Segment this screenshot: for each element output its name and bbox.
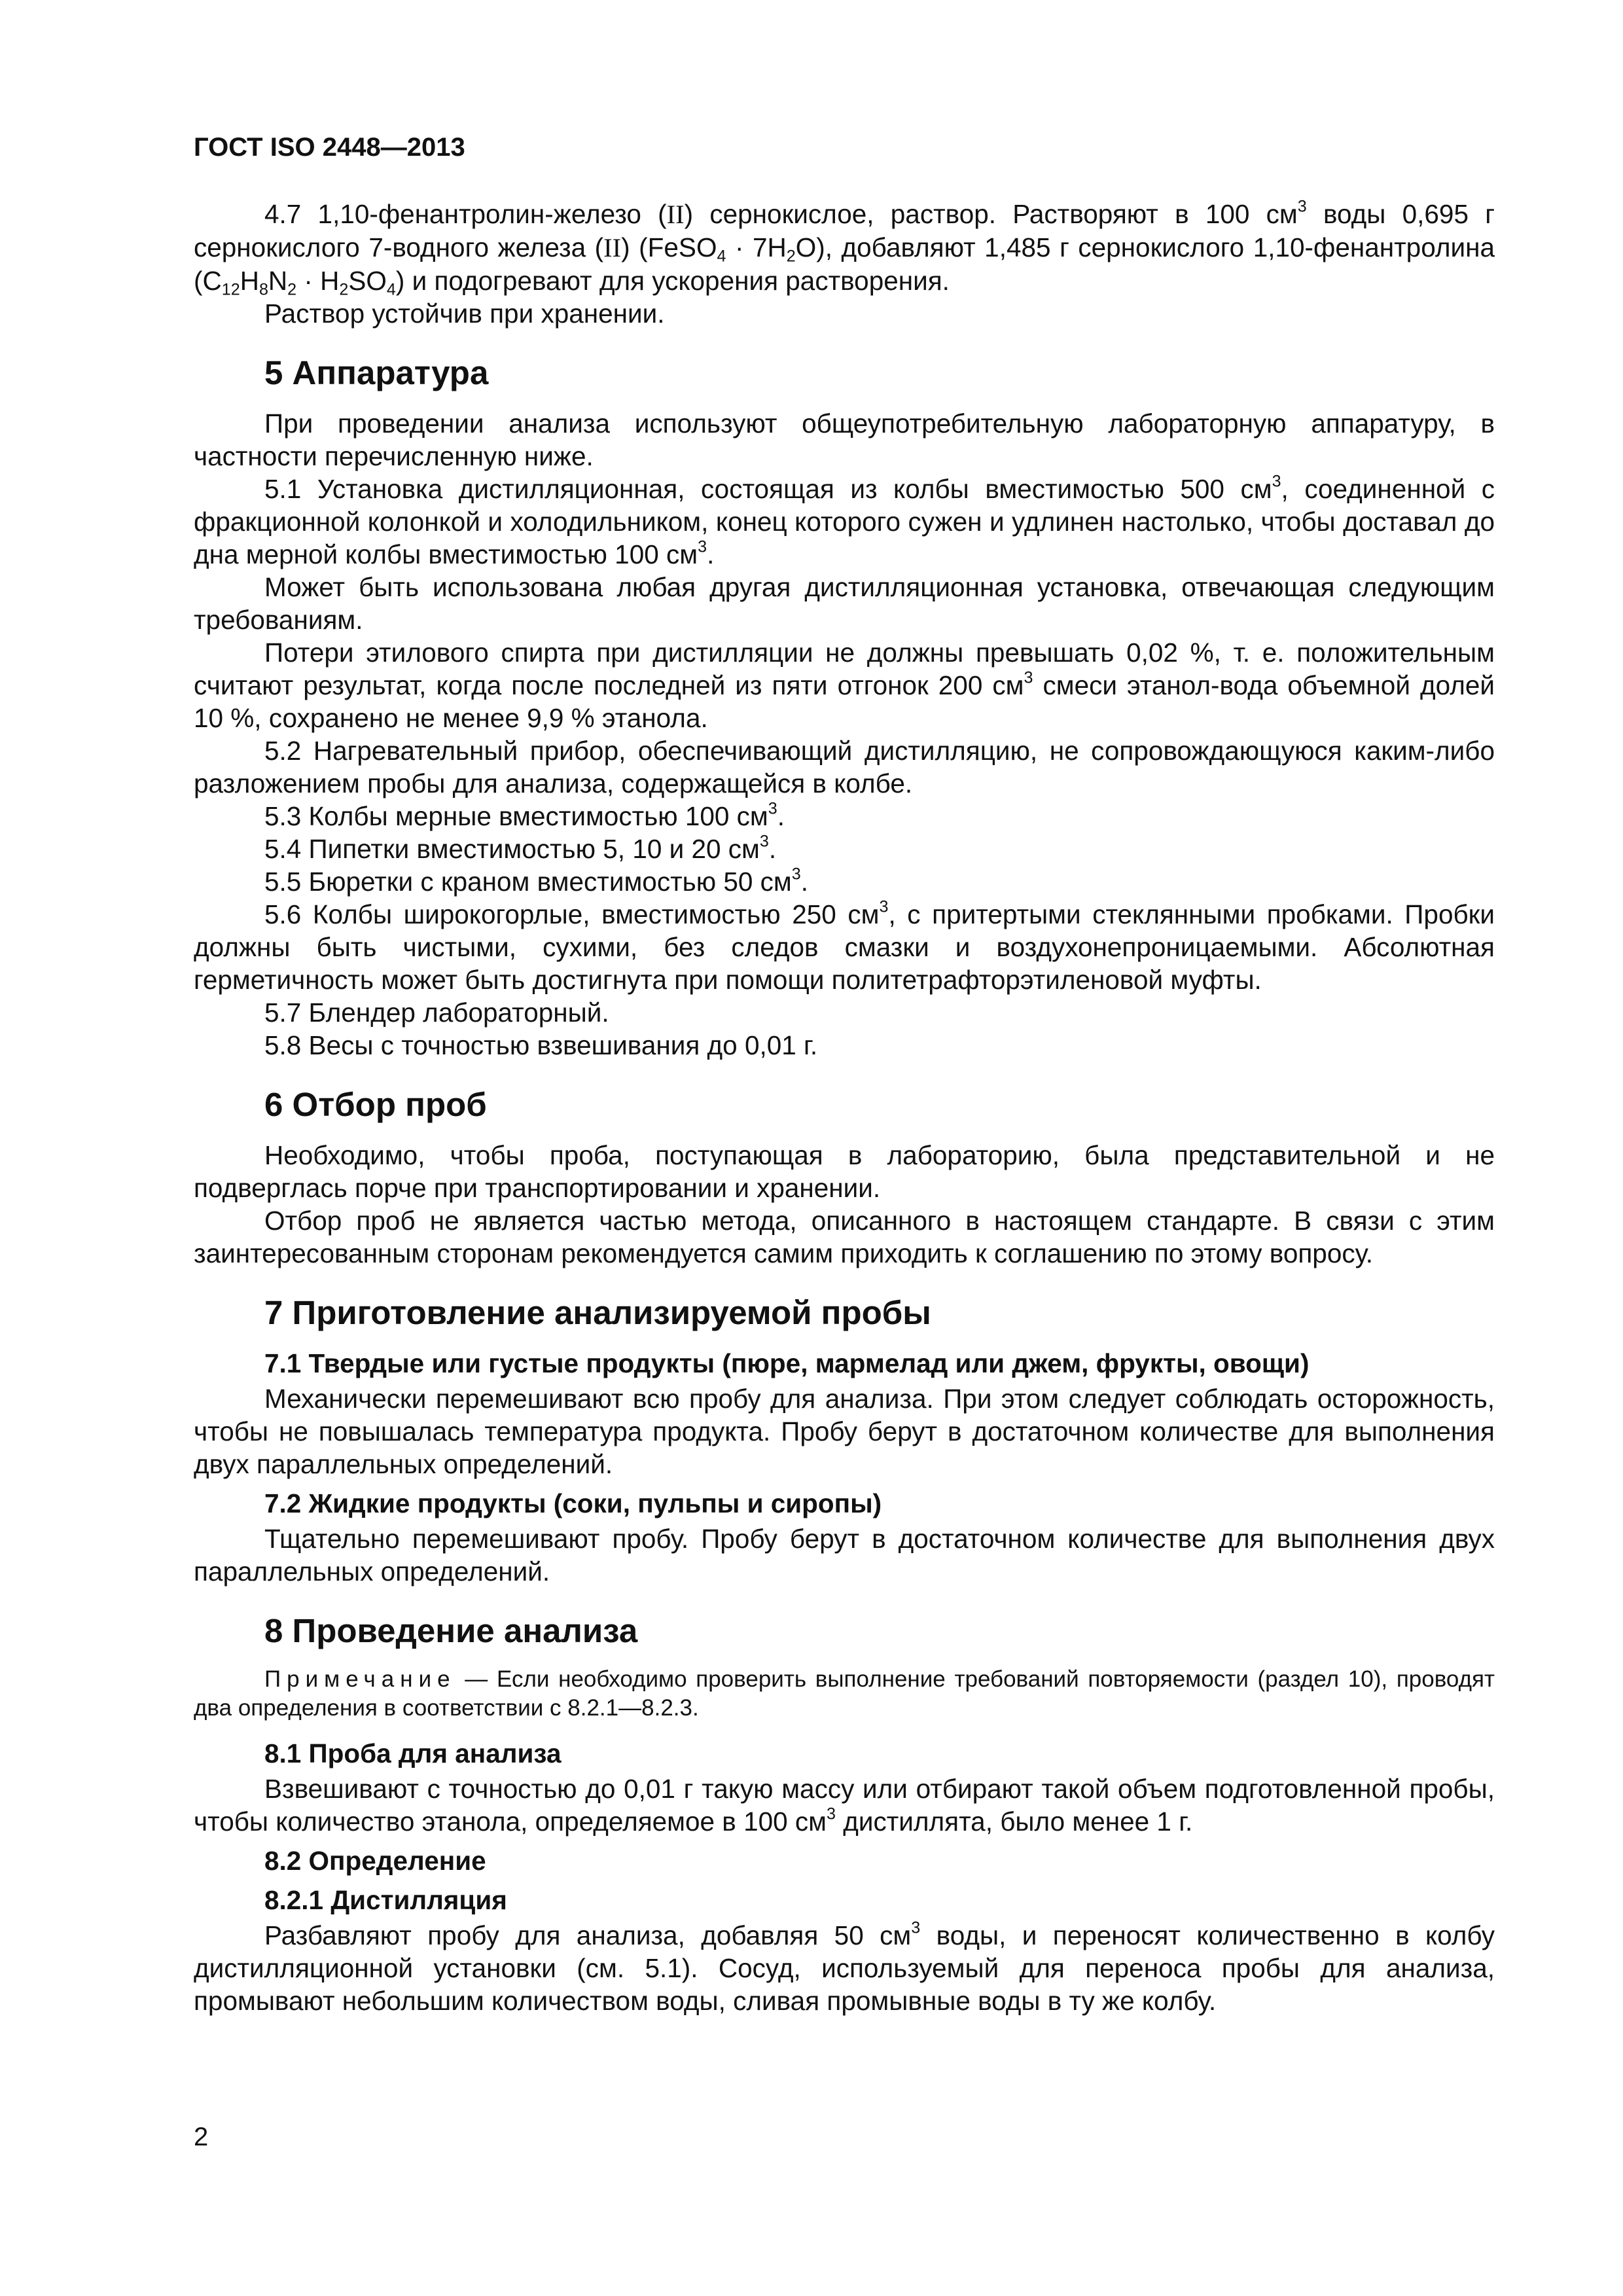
section-6-paragraph-1: Необходимо, чтобы проба, поступающая в лабораторию, была представительной и не подверглась порче при транспортировании и хранении. bbox=[194, 1140, 1495, 1203]
clause-5-1-losses: Потери этилового спирта при дистилляции не должны превышать 0,02 %, т. е. положительным считают результат, когда после последней из пяти отгонок 200 $см^3$ смеси этанол-вода объемной долей 10 %, сохранено не менее 9,9 % этанола. bbox=[194, 637, 1495, 733]
subsection-7-1-text: Механически перемешивают всю пробу для анализа. При этом следует соблюдать осторожность, чтобы не повышалась температура продукта. Пробу берут в достаточном количестве для выполнения двух параллельных определений. bbox=[194, 1384, 1495, 1479]
clause-4-7: 4.7 1,10-фенантролин-железо (II) сернокислое, раствор. Растворяют в 100 $см^3$ воды 0,695 г сернокислого 7-водного железа (II) (FeSO$_4$ · $7H_2O$), добавляют 1,485 г сернокислого 1,10-фенантролина $(C_{12}H_8N_2 \cdot H_2SO_4)$ и подогревают для ускорения растворения. bbox=[194, 197, 1495, 299]
document-id: ГОСТ ISO 2448—2013 bbox=[194, 133, 465, 162]
clause-5-4: 5.4 Пипетки вместимостью 5, 10 и 20 $см^3$. bbox=[264, 832, 777, 864]
clause-5-3: 5.3 Колбы мерные вместимостью 100 $см^3$. bbox=[264, 799, 785, 831]
clause-5-7: 5.7 Блендер лабораторный. bbox=[264, 997, 609, 1028]
clause-5-8: 5.8 Весы с точностью взвешивания до 0,01 г. bbox=[264, 1030, 818, 1060]
section-6-heading: 6 Отбор проб bbox=[264, 1086, 487, 1123]
page-number: 2 bbox=[194, 2123, 209, 2151]
subsection-7-2-heading: 7.2 Жидкие продукты (соки, пульпы и сиропы) bbox=[264, 1488, 882, 1518]
section-5-heading: 5 Аппаратура bbox=[264, 354, 489, 391]
section-6-paragraph-2: Отбор проб не является частью метода, описанного в настоящем стандарте. В связи с этим заинтересованным сторонам рекомендуется самим приходить к соглашению по этому вопросу. bbox=[194, 1206, 1495, 1268]
page-content bbox=[194, 131, 1495, 2017]
clause-5-5: 5.5 Бюретки с краном вместимостью 50 $см^3$. bbox=[264, 865, 808, 897]
subsection-8-2-heading: 8.2 Определение bbox=[264, 1846, 486, 1876]
section-7-heading: 7 Приготовление анализируемой пробы bbox=[264, 1294, 931, 1331]
note-label: Примечание bbox=[264, 1666, 456, 1692]
note-text: — Если необходимо проверить выполнение требований повторяемости (раздел 10), проводят два определения в соответствии с 8.2.1—8.2.3. bbox=[194, 1666, 1495, 1721]
subsection-8-1-heading: 8.1 Проба для анализа bbox=[264, 1738, 562, 1768]
subsection-7-1-heading: 7.1 Твердые или густые продукты (пюре, мармелад или джем, фрукты, овощи) bbox=[264, 1348, 1310, 1378]
section-8-heading: 8 Проведение анализа bbox=[264, 1612, 638, 1649]
clause-5-1-other-setup: Может быть использована любая другая дистилляционная установка, отвечающая следующим требованиям. bbox=[194, 572, 1495, 635]
clause-4-7-stability: Раствор устойчив при хранении. bbox=[264, 298, 665, 329]
section-5-intro: При проведении анализа используют общеупотребительную лабораторную аппаратуру, в частности перечисленную ниже. bbox=[194, 408, 1495, 471]
subsection-7-2-text: Тщательно перемешивают пробу. Пробу берут в достаточном количестве для выполнения двух параллельных определений. bbox=[194, 1524, 1495, 1587]
section-8-note bbox=[194, 1665, 1495, 1723]
clause-5-1: 5.1 Установка дистилляционная, состоящая из колбы вместимостью 500 $см^3$, соединенной с фракционной колонкой и холодильником, конец которого сужен и удлинен настолько, чтобы доставал до дна мерной колбы вместимостью 100 $см^3$. bbox=[194, 472, 1495, 569]
clause-5-2: 5.2 Нагревательный прибор, обеспечивающий дистилляцию, не сопровождающуюся каким-либо разложением пробы для анализа, содержащейся в колбе. bbox=[194, 736, 1495, 798]
subsection-8-2-1-text: Разбавляют пробу для анализа, добавляя 50 $см^3$ воды, и переносят количественно в колбу дистилляционной установки (см. 5.1). Сосуд, используемый для переноса пробы для анализа, промывают небольшим количеством воды, сливая промывные воды в ту же колбу. bbox=[194, 1918, 1495, 2016]
subsection-8-2-1-heading: 8.2.1 Дистилляция bbox=[264, 1885, 507, 1915]
clause-5-6: 5.6 Колбы широкогорлые, вместимостью 250 $см^3$, с притертыми стеклянными пробками. Пробки должны быть чистыми, сухими, без следов смазки и воздухонепроницаемыми. Абсолютная герметичность может быть достигнута при помощи политетрафторэтиленовой муфты. bbox=[194, 897, 1495, 995]
subsection-8-1-text: Взвешивают с точностью до 0,01 г такую массу или отбирают такой объем подготовленной пробы, чтобы количество этанола, определяемое в 100 $см^3$ дистиллята, было менее 1 г. bbox=[194, 1774, 1495, 1837]
